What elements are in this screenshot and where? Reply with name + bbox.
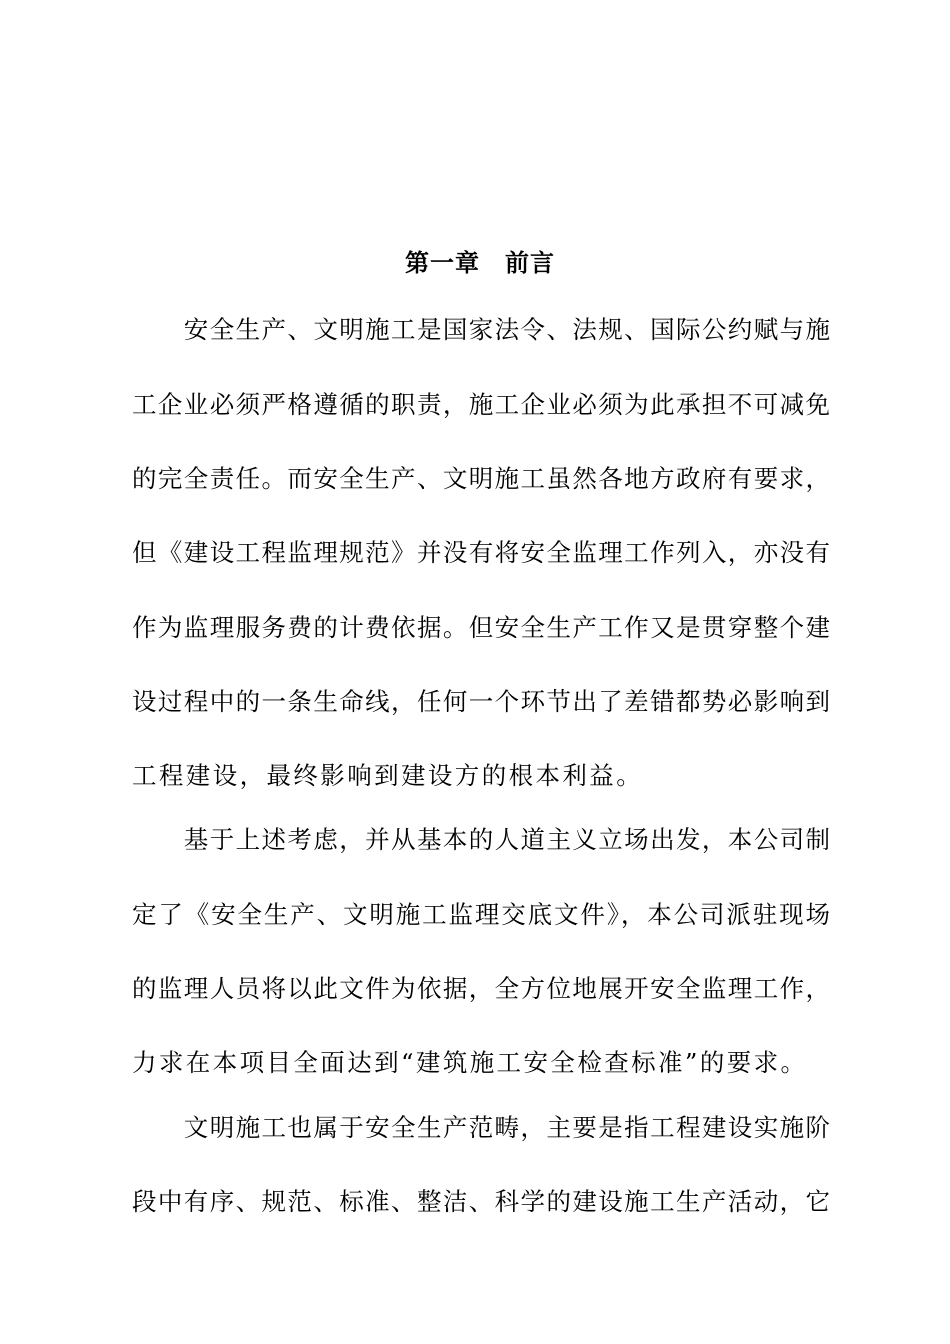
chapter-title: 第一章 前言 [405,248,555,277]
paragraph-line: 力求在本项目全面达到“建筑施工安全检查标准”的要求。 [132,1048,808,1077]
paragraph-line: 的完全责任。而安全生产、文明施工虽然各地方政府有要求， [132,464,830,493]
paragraph-line: 基于上述考虑，并从基本的人道主义立场出发，本公司制 [132,825,830,854]
paragraph-line: 工程建设，最终影响到建设方的根本利益。 [132,761,644,790]
paragraph-line: 定了《安全生产、文明施工监理交底文件》，本公司派驻现场 [132,900,830,929]
paragraph-line: 工企业必须严格遵循的职责，施工企业必须为此承担不可减免 [132,390,830,419]
paragraph-line: 设过程中的一条生命线，任何一个环节出了差错都势必影响到 [132,687,830,716]
paragraph-line: 作为监理服务费的计费依据。但安全生产工作又是贯穿整个建 [132,613,830,642]
paragraph-line: 段中有序、规范、标准、整洁、科学的建设施工生产活动，它 [132,1187,830,1216]
paragraph-line: 文明施工也属于安全生产范畴，主要是指工程建设实施阶 [132,1113,830,1142]
paragraph-line: 的监理人员将以此文件为依据，全方位地展开安全监理工作， [132,974,830,1003]
paragraph-line: 安全生产、文明施工是国家法令、法规、国际公约赋与施 [132,315,830,344]
paragraph-line: 但《建设工程监理规范》并没有将安全监理工作列入，亦没有 [132,538,830,567]
